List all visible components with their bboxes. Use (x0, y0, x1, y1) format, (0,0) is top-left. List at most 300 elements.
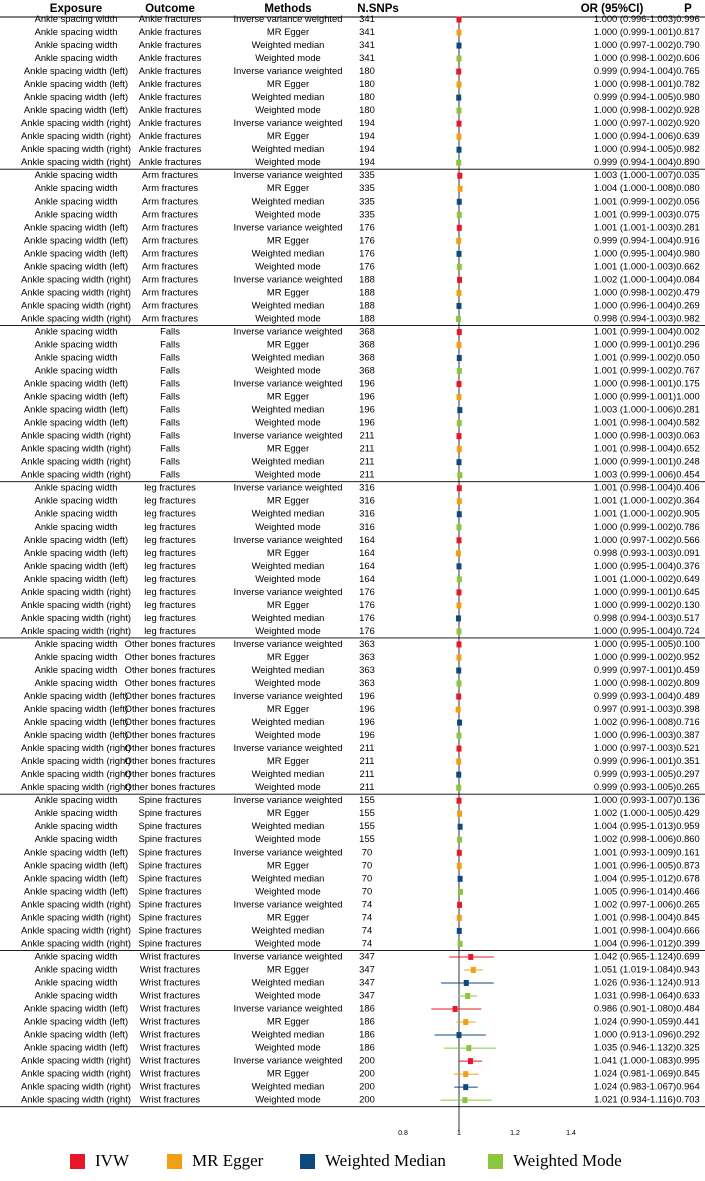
cell-n-snps: 70 (361, 885, 373, 897)
estimate-marker (471, 967, 476, 973)
cell-exposure: Ankle spacing width (34, 989, 118, 1001)
estimate-marker (457, 173, 462, 179)
cell-or-ci: 1.000 (0.998-1.001) (593, 377, 677, 389)
estimate-marker (457, 199, 462, 205)
cell-outcome: Spine fractures (138, 794, 202, 806)
cell-method: MR Egger (266, 703, 310, 715)
cell-n-snps: 74 (361, 911, 373, 923)
cell-method: Weighted mode (255, 677, 321, 689)
cell-exposure: Ankle spacing width (right) (21, 598, 131, 610)
cell-n-snps: 180 (359, 104, 375, 116)
cell-outcome: Falls (160, 351, 180, 363)
cell-outcome: Wrist fractures (139, 976, 201, 988)
cell-exposure: Ankle spacing width (left) (23, 885, 129, 897)
cell-n-snps: 347 (359, 989, 375, 1001)
cell-outcome: Wrist fractures (139, 1002, 201, 1014)
cell-n-snps: 200 (359, 1054, 375, 1066)
cell-method: Weighted mode (255, 52, 321, 64)
cell-p-value: 0.521 (676, 742, 700, 754)
cell-or-ci: 1.004 (0.996-1.012) (593, 937, 677, 949)
cell-method: Weighted median (251, 507, 325, 519)
cell-or-ci: 0.998 (0.993-1.003) (593, 546, 677, 558)
estimate-marker (465, 993, 470, 999)
estimate-marker (456, 785, 461, 791)
estimate-marker (457, 108, 462, 114)
cell-outcome: Falls (160, 390, 180, 402)
estimate-marker (457, 902, 462, 908)
cell-method: MR Egger (266, 546, 310, 558)
cell-n-snps: 196 (359, 377, 375, 389)
cell-n-snps: 176 (359, 598, 375, 610)
cell-exposure: Ankle spacing width (left) (23, 91, 129, 103)
cell-method: Weighted mode (255, 312, 321, 324)
cell-n-snps: 74 (361, 898, 373, 910)
cell-outcome: Falls (160, 364, 180, 376)
cell-outcome: Wrist fractures (139, 963, 201, 975)
cell-outcome: Other bones fractures (124, 663, 216, 675)
cell-method: Inverse variance weighted (233, 273, 343, 285)
cell-n-snps: 155 (359, 833, 375, 845)
cell-exposure: Ankle spacing width (right) (21, 455, 131, 467)
cell-or-ci: 1.001 (0.998-1.004) (593, 481, 677, 493)
cell-p-value: 0.489 (676, 690, 700, 702)
cell-p-value: 0.002 (676, 325, 700, 337)
cell-exposure: Ankle spacing width (right) (21, 1054, 131, 1066)
cell-or-ci: 1.002 (0.997-1.006) (593, 898, 677, 910)
cell-or-ci: 1.004 (1.000-1.008) (593, 182, 677, 194)
estimate-marker (456, 69, 461, 75)
cell-outcome: Ankle fractures (138, 91, 202, 103)
cell-outcome: Ankle fractures (138, 78, 202, 90)
cell-outcome: Wrist fractures (139, 1015, 201, 1027)
cell-p-value: 0.916 (676, 234, 700, 246)
cell-exposure: Ankle spacing width (left) (23, 872, 129, 884)
cell-exposure: Ankle spacing width (34, 520, 118, 532)
estimate-marker (457, 17, 462, 23)
cell-outcome: Spine fractures (138, 911, 202, 923)
cell-outcome: Other bones fractures (124, 716, 216, 728)
cell-method: Weighted median (251, 455, 325, 467)
cell-or-ci: 0.999 (0.993-1.005) (593, 768, 677, 780)
cell-method: Weighted mode (255, 260, 321, 272)
estimate-marker (457, 134, 462, 140)
cell-p-value: 0.325 (676, 1041, 700, 1053)
cell-or-ci: 1.000 (0.998-1.002) (593, 104, 677, 116)
cell-n-snps: 164 (359, 546, 375, 558)
estimate-marker (457, 641, 462, 647)
estimate-marker (457, 121, 462, 127)
cell-or-ci: 1.000 (0.999-1.002) (593, 598, 677, 610)
cell-or-ci: 1.001 (0.999-1.004) (593, 325, 677, 337)
cell-outcome: leg fractures (144, 585, 196, 597)
cell-exposure: Ankle spacing width (left) (23, 234, 129, 246)
cell-p-value: 0.952 (676, 650, 700, 662)
cell-outcome: Falls (160, 377, 180, 389)
estimate-marker (457, 277, 462, 283)
cell-exposure: Ankle spacing width (34, 12, 118, 24)
estimate-marker (456, 772, 461, 778)
cell-outcome: Spine fractures (138, 820, 202, 832)
cell-or-ci: 1.002 (0.998-1.006) (593, 833, 677, 845)
cell-p-value: 0.982 (676, 312, 700, 324)
cell-or-ci: 1.003 (1.000-1.006) (593, 403, 677, 415)
cell-p-value: 0.606 (676, 52, 700, 64)
cell-exposure: Ankle spacing width (left) (23, 65, 129, 77)
cell-outcome: Ankle fractures (138, 156, 202, 168)
cell-p-value: 0.084 (676, 273, 700, 285)
cell-p-value: 0.905 (676, 507, 700, 519)
cell-or-ci: 1.004 (0.995-1.013) (593, 820, 677, 832)
cell-n-snps: 186 (359, 1028, 375, 1040)
cell-outcome: Wrist fractures (139, 989, 201, 1001)
cell-n-snps: 211 (359, 742, 375, 754)
estimate-marker (456, 707, 461, 713)
cell-outcome: leg fractures (144, 494, 196, 506)
cell-outcome: Arm fractures (141, 234, 199, 246)
cell-outcome: Wrist fractures (139, 1080, 201, 1092)
cell-n-snps: 176 (359, 221, 375, 233)
cell-or-ci: 1.002 (1.000-1.005) (593, 807, 677, 819)
cell-method: Inverse variance weighted (233, 846, 343, 858)
cell-outcome: Wrist fractures (139, 1041, 201, 1053)
cell-outcome: Wrist fractures (139, 1093, 201, 1105)
cell-exposure: Ankle spacing width (right) (21, 312, 131, 324)
cell-or-ci: 1.001 (0.993-1.009) (593, 846, 677, 858)
cell-or-ci: 1.024 (0.983-1.067) (593, 1080, 677, 1092)
estimate-marker (457, 290, 462, 296)
cell-p-value: 0.845 (676, 911, 700, 923)
cell-outcome: Ankle fractures (138, 39, 202, 51)
cell-outcome: Spine fractures (138, 859, 202, 871)
cell-p-value: 0.399 (676, 937, 700, 949)
cell-p-value: 0.281 (676, 403, 700, 415)
cell-method: Inverse variance weighted (233, 1002, 343, 1014)
cell-exposure: Ankle spacing width (34, 663, 118, 675)
estimate-marker (463, 1084, 468, 1090)
cell-n-snps: 347 (359, 963, 375, 975)
cell-exposure: Ankle spacing width (right) (21, 1093, 131, 1105)
cell-or-ci: 1.000 (0.993-1.007) (593, 794, 677, 806)
cell-exposure: Ankle spacing width (left) (23, 1041, 129, 1053)
estimate-marker (457, 850, 462, 856)
column-header-exposure: Exposure (49, 3, 103, 16)
cell-n-snps: 196 (359, 416, 375, 428)
cell-exposure: Ankle spacing width (34, 325, 118, 337)
estimate-marker (457, 394, 462, 400)
cell-p-value: 0.786 (676, 520, 700, 532)
cell-method: MR Egger (266, 130, 310, 142)
cell-method: Inverse variance weighted (233, 117, 343, 129)
cell-outcome: Arm fractures (141, 182, 199, 194)
cell-or-ci: 0.999 (0.993-1.005) (593, 781, 677, 793)
estimate-marker (457, 798, 462, 804)
cell-or-ci: 0.999 (0.997-1.001) (593, 663, 677, 675)
cell-n-snps: 316 (359, 507, 375, 519)
cell-method: Weighted median (251, 299, 325, 311)
cell-n-snps: 155 (359, 794, 375, 806)
cell-or-ci: 1.000 (0.998-1.002) (593, 286, 677, 298)
cell-method: Weighted median (251, 820, 325, 832)
estimate-marker (456, 668, 461, 674)
legend-label-weighted-median: Weighted Median (325, 1151, 446, 1170)
cell-exposure: Ankle spacing width (left) (23, 416, 129, 428)
cell-or-ci: 0.999 (0.994-1.004) (593, 234, 677, 246)
cell-n-snps: 74 (361, 937, 373, 949)
cell-or-ci: 1.000 (0.996-1.003) (593, 12, 677, 24)
cell-p-value: 0.297 (676, 768, 700, 780)
cell-p-value: 0.860 (676, 833, 700, 845)
estimate-marker (453, 1006, 458, 1012)
estimate-marker (457, 264, 462, 270)
cell-p-value: 0.928 (676, 104, 700, 116)
cell-outcome: leg fractures (144, 520, 196, 532)
cell-or-ci: 1.000 (0.995-1.004) (593, 247, 677, 259)
estimate-marker (457, 524, 462, 530)
cell-method: Inverse variance weighted (233, 1054, 343, 1066)
cell-n-snps: 211 (359, 429, 375, 441)
cell-p-value: 0.459 (676, 663, 700, 675)
cell-outcome: Spine fractures (138, 898, 202, 910)
cell-method: Weighted mode (255, 520, 321, 532)
cell-outcome: Arm fractures (141, 195, 199, 207)
cell-outcome: Wrist fractures (139, 1028, 201, 1040)
cell-n-snps: 164 (359, 559, 375, 571)
cell-method: Weighted median (251, 403, 325, 415)
cell-or-ci: 1.002 (0.996-1.008) (593, 716, 677, 728)
cell-or-ci: 1.035 (0.946-1.132) (593, 1041, 677, 1053)
cell-method: Weighted mode (255, 572, 321, 584)
estimate-marker (457, 43, 462, 49)
cell-exposure: Ankle spacing width (left) (23, 390, 129, 402)
cell-outcome: Spine fractures (138, 833, 202, 845)
cell-n-snps: 335 (359, 208, 375, 220)
cell-p-value: 0.091 (676, 546, 700, 558)
cell-n-snps: 70 (361, 859, 373, 871)
x-tick-label: 0.8 (398, 1129, 408, 1137)
cell-or-ci: 1.000 (0.997-1.002) (593, 533, 677, 545)
cell-outcome: Ankle fractures (138, 65, 202, 77)
cell-method: Weighted mode (255, 416, 321, 428)
estimate-marker (457, 576, 462, 582)
estimate-marker (457, 720, 462, 726)
cell-or-ci: 1.001 (1.000-1.002) (593, 572, 677, 584)
cell-p-value: 0.995 (676, 1054, 700, 1066)
cell-or-ci: 1.001 (0.999-1.002) (593, 195, 677, 207)
cell-or-ci: 1.000 (0.999-1.001) (593, 338, 677, 350)
cell-outcome: Falls (160, 325, 180, 337)
estimate-marker (468, 954, 473, 960)
cell-n-snps: 211 (359, 442, 375, 454)
cell-n-snps: 347 (359, 976, 375, 988)
cell-p-value: 0.724 (676, 624, 700, 636)
cell-or-ci: 1.000 (0.999-1.001) (593, 26, 677, 38)
cell-n-snps: 188 (359, 312, 375, 324)
cell-p-value: 0.406 (676, 481, 700, 493)
cell-or-ci: 0.997 (0.991-1.003) (593, 703, 677, 715)
cell-p-value: 0.980 (676, 247, 700, 259)
cell-p-value: 0.441 (676, 1015, 700, 1027)
cell-method: MR Egger (266, 598, 310, 610)
cell-method: Weighted mode (255, 104, 321, 116)
cell-exposure: Ankle spacing width (left) (23, 559, 129, 571)
cell-exposure: Ankle spacing width (left) (23, 78, 129, 90)
estimate-marker (457, 589, 462, 595)
cell-n-snps: 176 (359, 260, 375, 272)
cell-exposure: Ankle spacing width (left) (23, 729, 129, 741)
cell-or-ci: 1.002 (1.000-1.004) (593, 273, 677, 285)
cell-method: MR Egger (266, 1015, 310, 1027)
cell-or-ci: 1.000 (0.997-1.003) (593, 742, 677, 754)
estimate-marker (457, 563, 462, 569)
cell-exposure: Ankle spacing width (right) (21, 1080, 131, 1092)
cell-outcome: Ankle fractures (138, 12, 202, 24)
cell-method: Weighted median (251, 924, 325, 936)
cell-method: MR Egger (266, 234, 310, 246)
estimate-marker (457, 355, 462, 361)
cell-method: Inverse variance weighted (233, 794, 343, 806)
cell-n-snps: 200 (359, 1067, 375, 1079)
cell-or-ci: 1.001 (1.000-1.002) (593, 507, 677, 519)
cell-n-snps: 188 (359, 273, 375, 285)
cell-method: Inverse variance weighted (233, 481, 343, 493)
cell-n-snps: 341 (359, 12, 375, 24)
cell-method: Weighted mode (255, 364, 321, 376)
cell-outcome: Ankle fractures (138, 117, 202, 129)
estimate-marker (457, 225, 462, 231)
cell-p-value: 0.265 (676, 781, 700, 793)
cell-or-ci: 1.000 (0.998-1.002) (593, 677, 677, 689)
cell-or-ci: 0.998 (0.994-1.003) (593, 611, 677, 623)
cell-n-snps: 200 (359, 1080, 375, 1092)
cell-or-ci: 1.031 (0.998-1.064) (593, 989, 677, 1001)
cell-n-snps: 188 (359, 286, 375, 298)
cell-or-ci: 1.001 (1.001-1.003) (593, 221, 677, 233)
cell-exposure: Ankle spacing width (34, 794, 118, 806)
cell-exposure: Ankle spacing width (34, 950, 118, 962)
cell-p-value: 0.652 (676, 442, 700, 454)
cell-p-value: 0.136 (676, 794, 700, 806)
cell-or-ci: 1.000 (0.994-1.006) (593, 130, 677, 142)
cell-exposure: Ankle spacing width (left) (23, 1028, 129, 1040)
cell-exposure: Ankle spacing width (right) (21, 937, 131, 949)
cell-exposure: Ankle spacing width (right) (21, 1067, 131, 1079)
x-tick-label: 1.2 (510, 1129, 520, 1137)
estimate-marker (463, 1071, 468, 1077)
cell-outcome: Falls (160, 455, 180, 467)
cell-p-value: 0.964 (676, 1080, 700, 1092)
cell-p-value: 0.809 (676, 677, 700, 689)
cell-or-ci: 0.999 (0.994-1.004) (593, 65, 677, 77)
cell-outcome: Wrist fractures (139, 1067, 201, 1079)
cell-or-ci: 0.999 (0.996-1.001) (593, 755, 677, 767)
x-tick-label: 1.4 (566, 1129, 576, 1137)
cell-p-value: 0.920 (676, 117, 700, 129)
cell-p-value: 0.466 (676, 885, 700, 897)
estimate-marker (457, 837, 462, 843)
estimate-marker (457, 928, 462, 934)
cell-p-value: 0.281 (676, 221, 700, 233)
cell-or-ci: 1.001 (0.996-1.005) (593, 859, 677, 871)
estimate-marker (456, 759, 461, 765)
cell-exposure: Ankle spacing width (34, 963, 118, 975)
cell-method: Weighted median (251, 976, 325, 988)
cell-n-snps: 176 (359, 611, 375, 623)
cell-method: Weighted mode (255, 208, 321, 220)
cell-n-snps: 200 (359, 1093, 375, 1105)
cell-p-value: 0.913 (676, 976, 700, 988)
legend-swatch-ivw (70, 1154, 85, 1169)
cell-method: MR Egger (266, 390, 310, 402)
cell-method: Inverse variance weighted (233, 585, 343, 597)
cell-p-value: 0.582 (676, 416, 700, 428)
cell-or-ci: 1.000 (0.999-1.001) (593, 390, 677, 402)
cell-exposure: Ankle spacing width (34, 494, 118, 506)
cell-method: Weighted mode (255, 1093, 321, 1105)
cell-or-ci: 1.000 (0.996-1.003) (593, 729, 677, 741)
cell-p-value: 0.296 (676, 338, 700, 350)
cell-p-value: 0.050 (676, 351, 700, 363)
cell-p-value: 0.639 (676, 130, 700, 142)
cell-exposure: Ankle spacing width (right) (21, 429, 131, 441)
cell-or-ci: 1.042 (0.965-1.124) (593, 950, 677, 962)
legend-label-mr-egger: MR Egger (192, 1151, 264, 1170)
cell-method: Weighted median (251, 1028, 325, 1040)
estimate-marker (468, 1058, 473, 1064)
estimate-marker (457, 1032, 462, 1038)
cell-exposure: Ankle spacing width (34, 481, 118, 493)
cell-n-snps: 194 (359, 117, 375, 129)
cell-outcome: leg fractures (144, 533, 196, 545)
cell-method: Weighted median (251, 611, 325, 623)
cell-exposure: Ankle spacing width (right) (21, 585, 131, 597)
cell-or-ci: 1.000 (0.995-1.004) (593, 559, 677, 571)
cell-n-snps: 186 (359, 1041, 375, 1053)
cell-exposure: Ankle spacing width (34, 208, 118, 220)
cell-n-snps: 180 (359, 91, 375, 103)
estimate-marker (458, 876, 463, 882)
cell-outcome: Ankle fractures (138, 52, 202, 64)
estimate-marker (457, 498, 462, 504)
legend-swatch-mr-egger (167, 1154, 182, 1169)
estimate-marker (457, 368, 462, 374)
cell-exposure: Ankle spacing width (left) (23, 221, 129, 233)
cell-n-snps: 194 (359, 130, 375, 142)
cell-outcome: Arm fractures (141, 273, 199, 285)
estimate-marker (464, 980, 469, 986)
cell-or-ci: 1.000 (0.998-1.003) (593, 429, 677, 441)
cell-outcome: Spine fractures (138, 846, 202, 858)
cell-p-value: 0.716 (676, 716, 700, 728)
cell-n-snps: 211 (359, 755, 375, 767)
cell-n-snps: 335 (359, 169, 375, 181)
cell-p-value: 0.484 (676, 1002, 700, 1014)
cell-n-snps: 368 (359, 351, 375, 363)
cell-p-value: 0.817 (676, 26, 700, 38)
cell-or-ci: 1.001 (1.000-1.002) (593, 494, 677, 506)
cell-outcome: Falls (160, 338, 180, 350)
cell-exposure: Ankle spacing width (right) (21, 273, 131, 285)
cell-outcome: Falls (160, 468, 180, 480)
estimate-marker (458, 889, 463, 895)
cell-or-ci: 1.000 (0.999-1.001) (593, 585, 677, 597)
cell-or-ci: 0.999 (0.994-1.004) (593, 156, 677, 168)
estimate-marker (458, 824, 463, 830)
cell-p-value: 0.666 (676, 924, 700, 936)
cell-or-ci: 1.000 (0.994-1.005) (593, 143, 677, 155)
cell-outcome: Spine fractures (138, 885, 202, 897)
legend-item-weighted-median (300, 1151, 446, 1171)
estimate-marker (457, 472, 462, 478)
